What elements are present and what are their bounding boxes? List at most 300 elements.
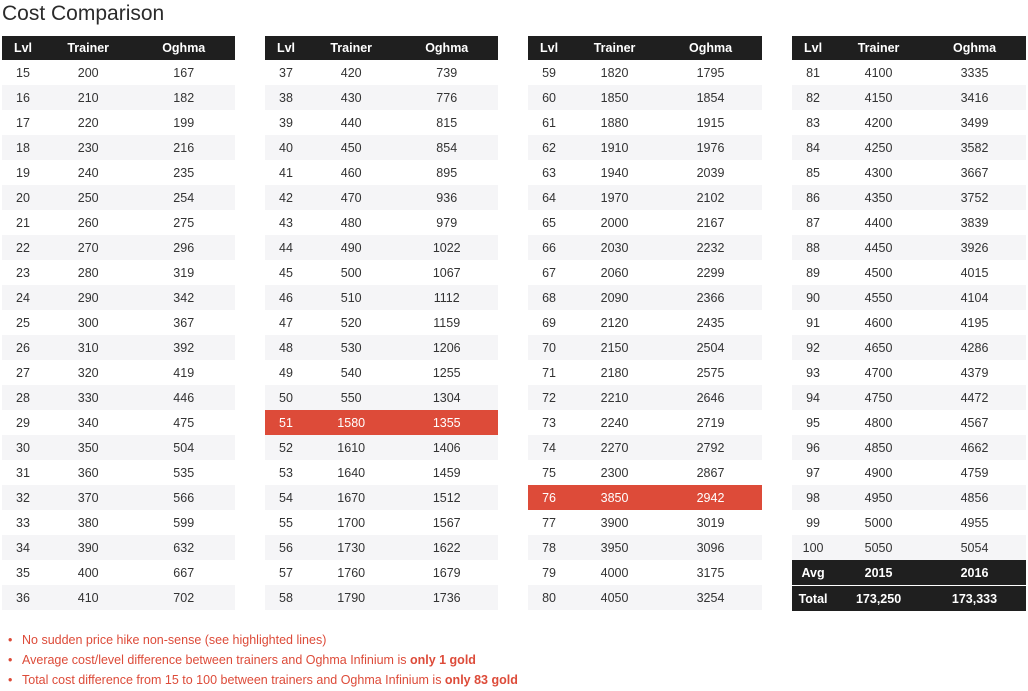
oghma-cell: 535 <box>132 460 235 485</box>
table-row <box>265 435 498 460</box>
table-row <box>2 560 235 585</box>
level-cell: 44 <box>265 235 307 260</box>
level-cell: 96 <box>792 435 834 460</box>
trainer-cell: 540 <box>307 360 396 385</box>
table-row <box>265 310 498 335</box>
note-text: Average cost/level difference between trainers and Oghma Infinium is <box>22 653 410 667</box>
table-row <box>528 560 762 585</box>
trainer-cell: 330 <box>44 385 133 410</box>
oghma-cell: 319 <box>132 260 235 285</box>
table-row <box>528 60 762 85</box>
level-cell: 47 <box>265 310 307 335</box>
level-cell: 71 <box>528 360 570 385</box>
oghma-cell: 3175 <box>659 560 762 585</box>
trainer-cell: 3850 <box>570 485 659 510</box>
trainer-cell: 410 <box>44 585 133 610</box>
trainer-cell: 350 <box>44 435 133 460</box>
cost-table-3 <box>528 36 762 610</box>
trainer-cell: 4200 <box>834 110 923 135</box>
oghma-cell: 2504 <box>659 335 762 360</box>
oghma-cell: 1355 <box>395 410 498 435</box>
trainer-cell: 470 <box>307 185 396 210</box>
level-cell: 41 <box>265 160 307 185</box>
column-header-trainer: Trainer <box>570 36 659 60</box>
trainer-cell: 4100 <box>834 60 923 85</box>
summary-row-total <box>792 586 1026 611</box>
table-row <box>528 535 762 560</box>
level-cell: 40 <box>265 135 307 160</box>
table-row <box>528 135 762 160</box>
trainer-cell: 4300 <box>834 160 923 185</box>
oghma-cell: 3416 <box>923 85 1026 110</box>
level-cell: 51 <box>265 410 307 435</box>
table-row <box>2 485 235 510</box>
oghma-cell: 2167 <box>659 210 762 235</box>
table-row <box>792 385 1026 410</box>
column-header-level: Lvl <box>792 36 834 60</box>
trainer-cell: 230 <box>44 135 133 160</box>
level-cell: 49 <box>265 360 307 385</box>
level-cell: 76 <box>528 485 570 510</box>
table-row <box>792 185 1026 210</box>
level-cell: 26 <box>2 335 44 360</box>
table-row <box>528 235 762 260</box>
table-row <box>528 160 762 185</box>
trainer-cell: 3950 <box>570 535 659 560</box>
oghma-cell: 1622 <box>395 535 498 560</box>
trainer-cell: 430 <box>307 85 396 110</box>
level-cell: 19 <box>2 160 44 185</box>
level-cell: 88 <box>792 235 834 260</box>
level-cell: 93 <box>792 360 834 385</box>
table-row <box>528 210 762 235</box>
trainer-cell: 500 <box>307 260 396 285</box>
level-cell: 92 <box>792 335 834 360</box>
oghma-cell: 182 <box>132 85 235 110</box>
level-cell: 37 <box>265 60 307 85</box>
level-cell: 82 <box>792 85 834 110</box>
trainer-cell: 320 <box>44 360 133 385</box>
table-row <box>792 460 1026 485</box>
trainer-cell: 510 <box>307 285 396 310</box>
level-cell: 95 <box>792 410 834 435</box>
level-cell: 91 <box>792 310 834 335</box>
oghma-cell: 2102 <box>659 185 762 210</box>
table-row <box>792 285 1026 310</box>
table-row <box>792 360 1026 385</box>
trainer-cell: 340 <box>44 410 133 435</box>
table-row <box>792 410 1026 435</box>
level-cell: 16 <box>2 85 44 110</box>
trainer-cell: 2270 <box>570 435 659 460</box>
oghma-cell: 2867 <box>659 460 762 485</box>
oghma-cell: 1255 <box>395 360 498 385</box>
trainer-cell: 1850 <box>570 85 659 110</box>
table-row <box>2 310 235 335</box>
table-row <box>265 485 498 510</box>
oghma-cell: 296 <box>132 235 235 260</box>
table-row <box>528 335 762 360</box>
table-row <box>528 85 762 110</box>
level-cell: 55 <box>265 510 307 535</box>
note-item <box>8 670 518 690</box>
table-row <box>265 135 498 160</box>
trainer-cell: 4900 <box>834 460 923 485</box>
oghma-cell: 2575 <box>659 360 762 385</box>
level-cell: 33 <box>2 510 44 535</box>
oghma-cell: 1736 <box>395 585 498 610</box>
oghma-cell: 1159 <box>395 310 498 335</box>
table-row <box>265 60 498 85</box>
oghma-cell: 4472 <box>923 385 1026 410</box>
oghma-cell: 979 <box>395 210 498 235</box>
level-cell: 32 <box>2 485 44 510</box>
oghma-cell: 1206 <box>395 335 498 360</box>
table-row <box>2 235 235 260</box>
summary-level-cell: Total <box>792 586 834 611</box>
oghma-cell: 4662 <box>923 435 1026 460</box>
trainer-cell: 4550 <box>834 285 923 310</box>
trainer-cell: 1880 <box>570 110 659 135</box>
trainer-cell: 1910 <box>570 135 659 160</box>
oghma-cell: 895 <box>395 160 498 185</box>
table-row <box>2 410 235 435</box>
trainer-cell: 4400 <box>834 210 923 235</box>
bullet-icon: • <box>8 673 13 687</box>
table-row <box>792 85 1026 110</box>
oghma-cell: 599 <box>132 510 235 535</box>
cost-table-2 <box>265 36 498 610</box>
level-cell: 64 <box>528 185 570 210</box>
trainer-cell: 290 <box>44 285 133 310</box>
level-cell: 31 <box>2 460 44 485</box>
level-cell: 34 <box>2 535 44 560</box>
oghma-cell: 739 <box>395 60 498 85</box>
level-cell: 65 <box>528 210 570 235</box>
trainer-cell: 1700 <box>307 510 396 535</box>
oghma-cell: 854 <box>395 135 498 160</box>
level-cell: 27 <box>2 360 44 385</box>
trainer-cell: 2090 <box>570 285 659 310</box>
oghma-cell: 2039 <box>659 160 762 185</box>
trainer-cell: 4500 <box>834 260 923 285</box>
trainer-cell: 4800 <box>834 410 923 435</box>
level-cell: 70 <box>528 335 570 360</box>
level-cell: 68 <box>528 285 570 310</box>
oghma-cell: 216 <box>132 135 235 160</box>
oghma-cell: 1512 <box>395 485 498 510</box>
level-cell: 48 <box>265 335 307 360</box>
summary-row-avg <box>792 560 1026 585</box>
trainer-cell: 4150 <box>834 85 923 110</box>
level-cell: 46 <box>265 285 307 310</box>
column-header-trainer: Trainer <box>307 36 396 60</box>
bullet-icon: • <box>8 653 13 667</box>
header-row <box>265 36 498 60</box>
level-cell: 79 <box>528 560 570 585</box>
level-cell: 87 <box>792 210 834 235</box>
trainer-cell: 530 <box>307 335 396 360</box>
table-row <box>528 260 762 285</box>
level-cell: 58 <box>265 585 307 610</box>
trainer-cell: 370 <box>44 485 133 510</box>
trainer-cell: 270 <box>44 235 133 260</box>
table-row <box>792 135 1026 160</box>
trainer-cell: 4950 <box>834 485 923 510</box>
column-header-trainer: Trainer <box>44 36 133 60</box>
level-cell: 38 <box>265 85 307 110</box>
level-cell: 94 <box>792 385 834 410</box>
oghma-cell: 1406 <box>395 435 498 460</box>
oghma-cell: 2646 <box>659 385 762 410</box>
table-row <box>265 460 498 485</box>
oghma-cell: 4379 <box>923 360 1026 385</box>
level-cell: 15 <box>2 60 44 85</box>
column-header-oghma: Oghma <box>659 36 762 60</box>
note-emphasis: only 1 gold <box>409 653 476 667</box>
table-row <box>265 185 498 210</box>
trainer-cell: 260 <box>44 210 133 235</box>
table-row <box>792 160 1026 185</box>
trainer-cell: 2300 <box>570 460 659 485</box>
oghma-cell: 475 <box>132 410 235 435</box>
trainer-cell: 3900 <box>570 510 659 535</box>
level-cell: 81 <box>792 60 834 85</box>
oghma-cell: 504 <box>132 435 235 460</box>
level-cell: 24 <box>2 285 44 310</box>
trainer-cell: 2000 <box>570 210 659 235</box>
table-row <box>792 110 1026 135</box>
trainer-cell: 450 <box>307 135 396 160</box>
level-cell: 67 <box>528 260 570 285</box>
table-row <box>2 85 235 110</box>
level-cell: 99 <box>792 510 834 535</box>
table-row <box>265 110 498 135</box>
trainer-cell: 210 <box>44 85 133 110</box>
oghma-cell: 4856 <box>923 485 1026 510</box>
oghma-cell: 3499 <box>923 110 1026 135</box>
highlighted-row <box>528 485 762 510</box>
level-cell: 66 <box>528 235 570 260</box>
trainer-cell: 520 <box>307 310 396 335</box>
table-row <box>528 510 762 535</box>
oghma-cell: 4015 <box>923 260 1026 285</box>
oghma-cell: 419 <box>132 360 235 385</box>
table-row <box>2 435 235 460</box>
column-header-oghma: Oghma <box>923 36 1026 60</box>
level-cell: 85 <box>792 160 834 185</box>
trainer-cell: 400 <box>44 560 133 585</box>
note-text: Total cost difference from 15 to 100 between trainers and Oghma Infinium is <box>22 673 445 687</box>
level-cell: 84 <box>792 135 834 160</box>
notes-list <box>8 630 518 690</box>
oghma-cell: 776 <box>395 85 498 110</box>
level-cell: 77 <box>528 510 570 535</box>
level-cell: 30 <box>2 435 44 460</box>
oghma-cell: 254 <box>132 185 235 210</box>
trainer-cell: 2180 <box>570 360 659 385</box>
table-row <box>528 585 762 610</box>
table-row <box>2 335 235 360</box>
trainer-cell: 420 <box>307 60 396 85</box>
trainer-cell: 240 <box>44 160 133 185</box>
summary-oghma-cell: 2016 <box>923 560 1026 585</box>
trainer-cell: 1670 <box>307 485 396 510</box>
trainer-cell: 4750 <box>834 385 923 410</box>
table-row <box>265 360 498 385</box>
oghma-cell: 1854 <box>659 85 762 110</box>
table-row <box>528 460 762 485</box>
cost-tables <box>0 36 1028 611</box>
table-row <box>2 535 235 560</box>
oghma-cell: 3752 <box>923 185 1026 210</box>
oghma-cell: 3926 <box>923 235 1026 260</box>
page-title: Cost Comparison <box>2 2 165 25</box>
oghma-cell: 2942 <box>659 485 762 510</box>
cost-table-1 <box>2 36 235 610</box>
oghma-cell: 2366 <box>659 285 762 310</box>
table-row <box>265 385 498 410</box>
level-cell: 36 <box>2 585 44 610</box>
level-cell: 39 <box>265 110 307 135</box>
note-text: No sudden price hike non-sense (see highlighted lines) <box>22 633 327 647</box>
column-header-level: Lvl <box>528 36 570 60</box>
table-row <box>265 335 498 360</box>
trainer-cell: 5000 <box>834 510 923 535</box>
table-row <box>2 60 235 85</box>
trainer-cell: 1610 <box>307 435 396 460</box>
trainer-cell: 390 <box>44 535 133 560</box>
level-cell: 22 <box>2 235 44 260</box>
level-cell: 59 <box>528 60 570 85</box>
table-row <box>528 360 762 385</box>
oghma-cell: 4195 <box>923 310 1026 335</box>
trainer-cell: 550 <box>307 385 396 410</box>
trainer-cell: 1940 <box>570 160 659 185</box>
table-row <box>528 185 762 210</box>
level-cell: 57 <box>265 560 307 585</box>
trainer-cell: 4050 <box>570 585 659 610</box>
table-row <box>265 235 498 260</box>
level-cell: 20 <box>2 185 44 210</box>
column-header-oghma: Oghma <box>395 36 498 60</box>
trainer-cell: 2240 <box>570 410 659 435</box>
trainer-cell: 4850 <box>834 435 923 460</box>
table-row <box>265 260 498 285</box>
oghma-cell: 3839 <box>923 210 1026 235</box>
oghma-cell: 1067 <box>395 260 498 285</box>
oghma-cell: 566 <box>132 485 235 510</box>
oghma-cell: 4567 <box>923 410 1026 435</box>
oghma-cell: 4955 <box>923 510 1026 535</box>
level-cell: 97 <box>792 460 834 485</box>
trainer-cell: 440 <box>307 110 396 135</box>
oghma-cell: 1976 <box>659 135 762 160</box>
trainer-cell: 1970 <box>570 185 659 210</box>
level-cell: 52 <box>265 435 307 460</box>
level-cell: 45 <box>265 260 307 285</box>
trainer-cell: 310 <box>44 335 133 360</box>
oghma-cell: 235 <box>132 160 235 185</box>
trainer-cell: 1790 <box>307 585 396 610</box>
table-row <box>792 485 1026 510</box>
table-row <box>792 510 1026 535</box>
trainer-cell: 1580 <box>307 410 396 435</box>
table-row <box>2 160 235 185</box>
table-row <box>265 560 498 585</box>
trainer-cell: 4000 <box>570 560 659 585</box>
oghma-cell: 1304 <box>395 385 498 410</box>
oghma-cell: 667 <box>132 560 235 585</box>
level-cell: 90 <box>792 285 834 310</box>
level-cell: 29 <box>2 410 44 435</box>
oghma-cell: 4759 <box>923 460 1026 485</box>
oghma-cell: 936 <box>395 185 498 210</box>
trainer-cell: 4450 <box>834 235 923 260</box>
level-cell: 89 <box>792 260 834 285</box>
oghma-cell: 632 <box>132 535 235 560</box>
level-cell: 72 <box>528 385 570 410</box>
level-cell: 42 <box>265 185 307 210</box>
level-cell: 18 <box>2 135 44 160</box>
trainer-cell: 300 <box>44 310 133 335</box>
oghma-cell: 815 <box>395 110 498 135</box>
oghma-cell: 1459 <box>395 460 498 485</box>
trainer-cell: 490 <box>307 235 396 260</box>
level-cell: 100 <box>792 535 834 560</box>
oghma-cell: 5054 <box>923 535 1026 560</box>
table-row <box>2 210 235 235</box>
trainer-cell: 4650 <box>834 335 923 360</box>
oghma-cell: 3335 <box>923 60 1026 85</box>
level-cell: 56 <box>265 535 307 560</box>
cost-table-4 <box>792 36 1026 611</box>
level-cell: 53 <box>265 460 307 485</box>
table-row <box>2 185 235 210</box>
level-cell: 62 <box>528 135 570 160</box>
oghma-cell: 702 <box>132 585 235 610</box>
level-cell: 98 <box>792 485 834 510</box>
table-row <box>528 385 762 410</box>
oghma-cell: 2719 <box>659 410 762 435</box>
table-row <box>792 210 1026 235</box>
highlighted-row <box>265 410 498 435</box>
oghma-cell: 367 <box>132 310 235 335</box>
table-row <box>792 235 1026 260</box>
oghma-cell: 1112 <box>395 285 498 310</box>
level-cell: 86 <box>792 185 834 210</box>
note-item <box>8 650 518 670</box>
oghma-cell: 342 <box>132 285 235 310</box>
table-row <box>2 460 235 485</box>
note-item <box>8 630 518 650</box>
table-row <box>2 285 235 310</box>
oghma-cell: 2435 <box>659 310 762 335</box>
oghma-cell: 392 <box>132 335 235 360</box>
table-row <box>792 435 1026 460</box>
trainer-cell: 220 <box>44 110 133 135</box>
table-row <box>265 85 498 110</box>
table-row <box>792 260 1026 285</box>
table-row <box>2 135 235 160</box>
oghma-cell: 2792 <box>659 435 762 460</box>
summary-level-cell: Avg <box>792 560 834 585</box>
level-cell: 83 <box>792 110 834 135</box>
summary-trainer-cell: 173,250 <box>834 586 923 611</box>
trainer-cell: 250 <box>44 185 133 210</box>
trainer-cell: 2210 <box>570 385 659 410</box>
oghma-cell: 4104 <box>923 285 1026 310</box>
